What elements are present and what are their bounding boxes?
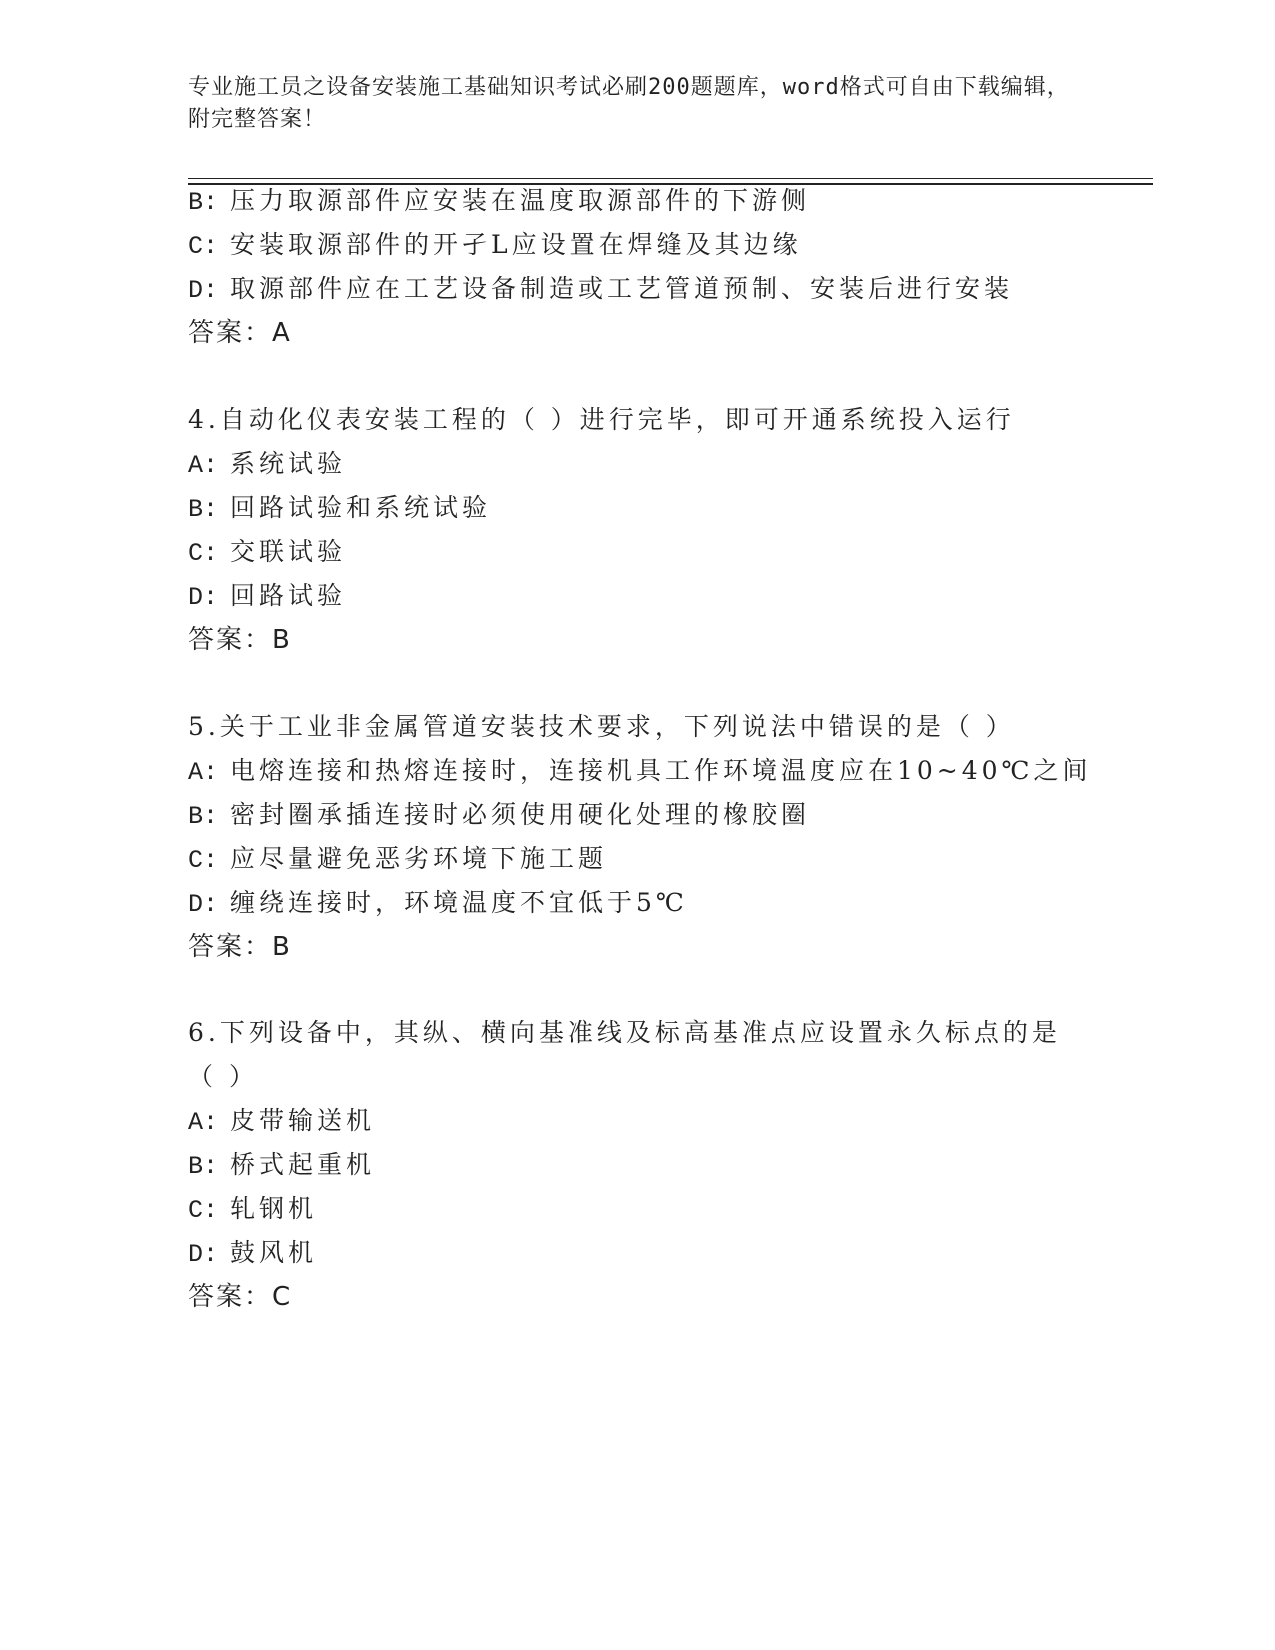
option-text: 缠绕连接时，环境温度不宜低于5℃ (229, 888, 688, 917)
q6-answer: 答案：C (188, 1282, 293, 1312)
q4-question: 4.自动化仪表安装工程的（ ）进行完毕，即可开通系统投入运行 (188, 405, 1015, 434)
q3-option-c (188, 228, 802, 264)
option-label: B: (188, 188, 219, 217)
option-label: C: (188, 539, 219, 568)
q5-answer: 答案：B (188, 932, 292, 962)
option-label: A: (188, 1108, 219, 1137)
q4-option-d (188, 579, 346, 615)
option-label: D: (188, 1240, 219, 1269)
option-text: 鼓风机 (229, 1238, 317, 1267)
option-label: A: (188, 758, 219, 787)
option-label: C: (188, 1196, 219, 1225)
option-label: B: (188, 802, 219, 831)
q4-option-c (188, 535, 346, 571)
q6-question-cont: （ ） (188, 1062, 258, 1091)
q3-option-d (188, 272, 1013, 308)
option-text: 桥式起重机 (229, 1150, 375, 1179)
option-text: 密封圈承插连接时必须使用硬化处理的橡胶圈 (229, 800, 810, 829)
option-label: D: (188, 276, 219, 305)
option-label: B: (188, 495, 219, 524)
q6-option-a (188, 1104, 375, 1140)
q4-option-a (188, 447, 346, 483)
page-header: 专业施工员之设备安装施工基础知识考试必刷200题题库，word格式可自由下载编辑，附完整答案！ (188, 75, 1070, 132)
q5-option-a (188, 754, 1092, 790)
option-text: 安装取源部件的开孑L应设置在焊缝及其边缘 (229, 230, 802, 259)
q6-option-c (188, 1192, 317, 1228)
option-text: 轧钢机 (229, 1194, 317, 1223)
q4-answer: 答案：B (188, 625, 292, 655)
q4-option-b (188, 491, 491, 527)
option-label: C: (188, 232, 219, 261)
option-text: 压力取源部件应安装在温度取源部件的下游侧 (229, 186, 810, 215)
q6-option-d (188, 1236, 317, 1272)
option-label: D: (188, 890, 219, 919)
option-text: 应尽量避免恶劣环境下施工题 (229, 844, 607, 873)
q3-option-b (188, 184, 810, 220)
option-label: B: (188, 1152, 219, 1181)
header-rule-thin (188, 178, 1153, 179)
q5-option-d (188, 886, 688, 922)
option-text: 交联试验 (229, 537, 346, 566)
q5-option-b (188, 798, 810, 834)
option-label: C: (188, 846, 219, 875)
option-text: 电熔连接和热熔连接时，连接机具工作环境温度应在10~40℃之间 (229, 756, 1092, 785)
q6-option-b (188, 1148, 375, 1184)
q6-question: 6.下列设备中，其纵、横向基准线及标高基准点应设置永久标点的是 (188, 1018, 1061, 1047)
option-text: 回路试验 (229, 581, 346, 610)
option-text: 取源部件应在工艺设备制造或工艺管道预制、安装后进行安装 (229, 274, 1013, 303)
option-label: A: (188, 451, 219, 480)
option-text: 系统试验 (229, 449, 346, 478)
option-text: 回路试验和系统试验 (229, 493, 491, 522)
q3-answer: 答案：A (188, 318, 292, 348)
q5-question: 5.关于工业非金属管道安装技术要求，下列说法中错误的是（ ） (188, 712, 1015, 741)
option-label: D: (188, 583, 219, 612)
q5-option-c (188, 842, 607, 878)
option-text: 皮带输送机 (229, 1106, 375, 1135)
